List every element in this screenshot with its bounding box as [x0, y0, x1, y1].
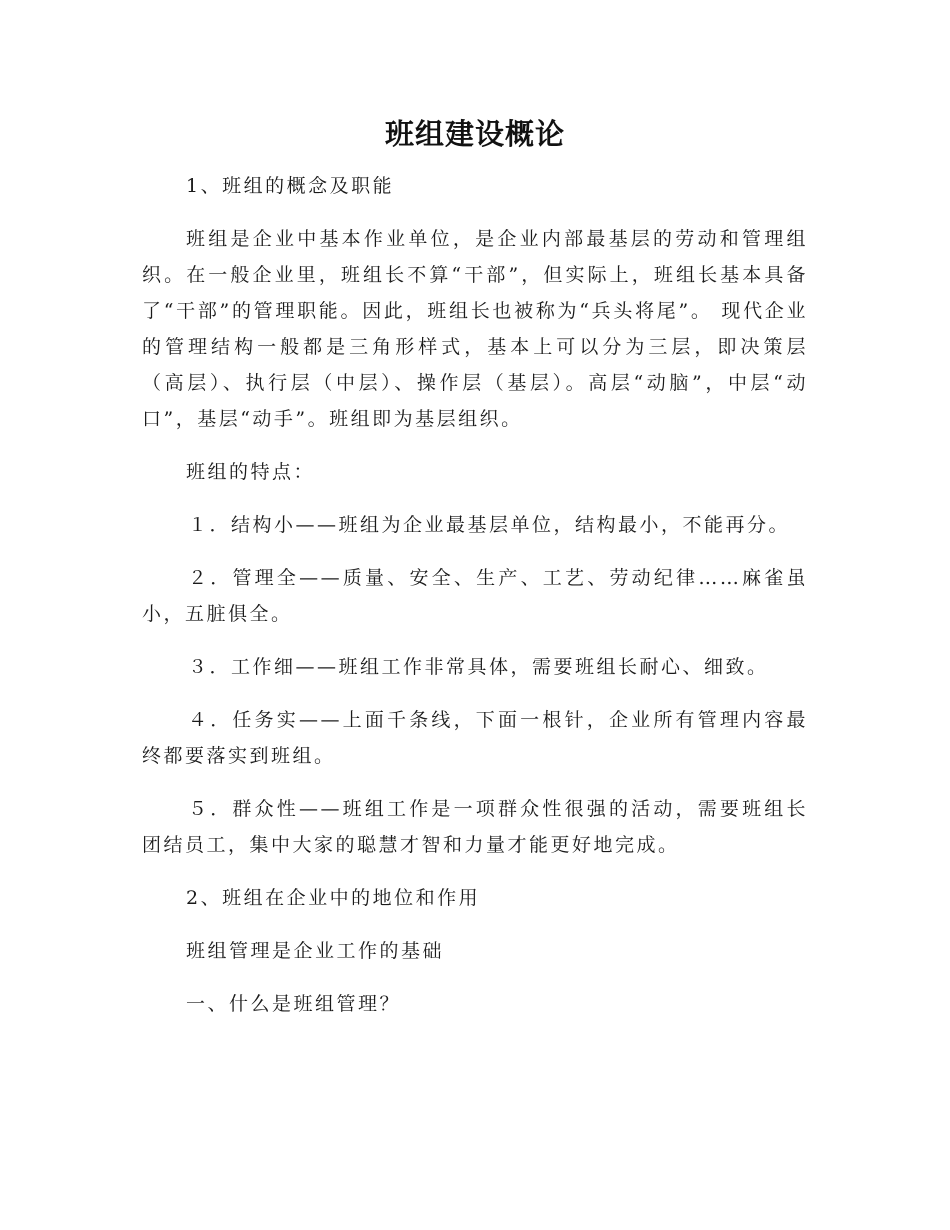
feature-item-5: ５．群众性——班组工作是一项群众性很强的活动，需要班组长团结员工，集中大家的聪慧才智和力量才能更好地完成。: [142, 798, 808, 856]
section-heading-2: 2、班组在企业中的地位和作用: [186, 887, 481, 909]
document-title: 班组建设概论: [384, 117, 565, 151]
feature-item-2: ２．管理全——质量、安全、生产、工艺、劳动纪律……麻雀虽小，五脏俱全。: [142, 567, 808, 625]
feature-item-3: ３．工作细——班组工作非常具体，需要班组长耐心、细致。: [188, 656, 769, 678]
section-heading-1: 1、班组的概念及职能: [186, 175, 395, 197]
question-heading: 一、什么是班组管理？: [186, 993, 402, 1015]
intro-paragraph: 班组是企业中基本作业单位，是企业内部最基层的劳动和管理组织。在一般企业里，班组长不算“干部”，但实际上，班组长基本具备了“干部”的管理职能。因此，班组长也被称为“兵头将尾”。 现代企业的管理结构一般都是三角形样式，基本上可以分为三层，即决策层（高层）、执行层（中层）、操作层（基层）。高层“动脑”，中层“动口”，基层“动手”。班组即为基层组织。: [142, 228, 808, 430]
document-body: [142, 168, 808, 1039]
feature-item-1: １．结构小——班组为企业最基层单位，结构最小，不能再分。: [188, 514, 791, 536]
features-label: 班组的特点：: [186, 461, 316, 483]
feature-item-4: ４．任务实——上面千条线，下面一根针，企业所有管理内容最终都要落实到班组。: [142, 709, 808, 767]
section-subheading: 班组管理是企业工作的基础: [186, 940, 445, 962]
